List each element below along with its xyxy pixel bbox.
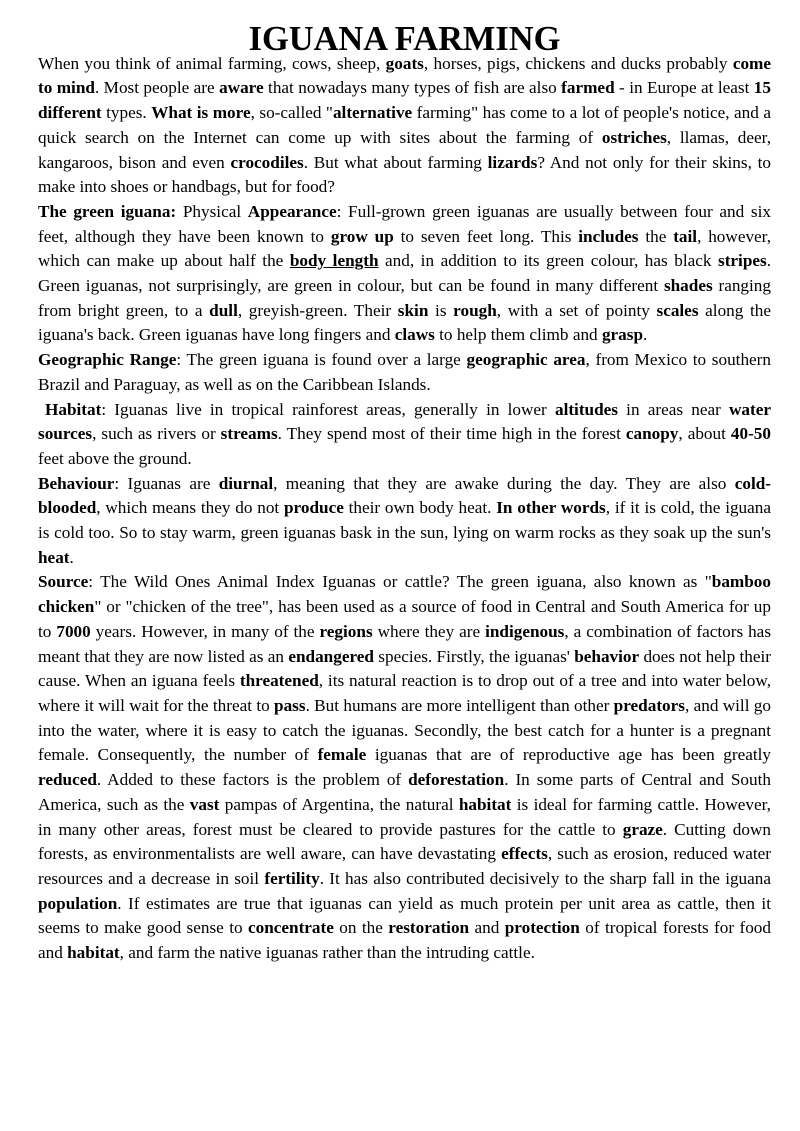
bold-term: streams xyxy=(220,424,278,444)
text-run: ranging from bright green, to a xyxy=(38,276,771,320)
bold-term: come to mind xyxy=(38,53,771,98)
bold-term: graze xyxy=(622,819,663,839)
bold-term: body length xyxy=(289,251,379,271)
bold-term: crocodiles xyxy=(230,152,304,172)
bold-term: fertility xyxy=(264,868,320,888)
bold-term: 15 different xyxy=(38,78,771,123)
text-run: to seven feet long. This xyxy=(393,226,579,246)
text-run: " or "chicken of the tree", has been used as a source of food in Central and South America for up to xyxy=(38,597,771,641)
text-run: years. However, in many of the xyxy=(90,621,320,641)
text-run: , however, which can make up about half the xyxy=(38,226,772,271)
text-run: , meaning that they are awake during the day. They are also xyxy=(273,473,735,493)
text-run: their own body heat. xyxy=(343,498,497,518)
bold-term: pass xyxy=(274,695,306,715)
text-run: . But what about farming xyxy=(303,152,488,172)
text-run: in areas near xyxy=(618,399,729,419)
text-run: , a combination of factors has meant that they are now listed as an xyxy=(38,621,772,666)
text-run: , its natural reaction is to drop out of a tree and into water below, where it will wait for the threat to xyxy=(38,671,771,715)
bold-term: predators xyxy=(613,695,685,715)
bold-term: shades xyxy=(663,276,713,296)
bold-term: habitat xyxy=(67,943,120,963)
bold-term: indigenous xyxy=(485,621,565,641)
bold-term: effects xyxy=(501,844,548,864)
bold-term: water sources xyxy=(38,399,771,444)
text-run: ? And not only for their skins, to make into shoes or handbags, but for food? xyxy=(38,152,771,197)
behaviour-paragraph xyxy=(38,472,771,571)
bold-term: scales xyxy=(656,300,699,320)
bold-term: The green iguana: xyxy=(38,201,177,221)
text-run: is ideal for farming cattle. However, in many other areas, forest must be cleared to provide pastures for the cattle to xyxy=(38,794,771,839)
bold-term: produce xyxy=(283,498,344,518)
text-run: , about xyxy=(678,424,731,444)
text-run: : Full-grown green iguanas are usually between four and six feet, although they have been known to xyxy=(38,201,771,246)
bold-term: population xyxy=(38,893,118,913)
text-run: : The Wild Ones Animal Index Iguanas or cattle? The green iguana, also known as " xyxy=(88,572,712,592)
text-run: and xyxy=(469,918,505,938)
bold-term: behavior xyxy=(574,646,640,666)
bold-term: female xyxy=(317,745,367,765)
bold-term: Habitat xyxy=(45,399,102,419)
text-run: , which means they do not xyxy=(96,498,284,518)
text-run: . Green iguanas, not surprisingly, are green in colour, but can be found in many different xyxy=(38,251,771,296)
text-run: , such as erosion, reduced water resources and a decrease in soil xyxy=(38,844,771,888)
bold-term: tail xyxy=(673,226,698,246)
bold-term: endangered xyxy=(288,646,374,666)
bold-term: rough xyxy=(453,300,497,320)
text-run: iguanas that are of reproductive age has been greatly xyxy=(366,745,771,765)
bold-term: Behaviour xyxy=(38,473,115,493)
text-run: . Most people are xyxy=(94,78,220,98)
bold-term: reduced xyxy=(38,770,97,790)
text-run: on the xyxy=(333,918,389,938)
text-run: , horses, pigs, chickens and ducks probably xyxy=(423,53,733,73)
habitat-paragraph xyxy=(38,398,771,472)
text-run: . They spend most of their time high in the forest xyxy=(277,424,626,444)
bold-term: farmed xyxy=(561,78,615,98)
bold-term: What is more xyxy=(151,103,251,123)
bold-term: dull xyxy=(209,300,238,320)
text-run: : The green iguana is found over a large xyxy=(176,350,467,370)
text-run: , from Mexico to southern Brazil and Paraguay, as well as on the Caribbean Islands. xyxy=(38,350,771,394)
text-run: along the iguana's back. Green iguanas have long fingers and xyxy=(38,300,771,345)
text-run: and, in addition to its green colour, has black xyxy=(378,251,718,271)
document-title: IGUANA FARMING xyxy=(248,20,561,58)
bold-term: grow up xyxy=(330,226,394,246)
text-run: feet above the ground. xyxy=(38,448,192,468)
bold-term: aware xyxy=(219,78,264,98)
bold-term: lizards xyxy=(487,152,538,172)
bold-term: includes xyxy=(578,226,639,246)
bold-term: regions xyxy=(319,621,373,641)
bold-term: Geographic Range xyxy=(38,350,177,370)
bold-term: altitudes xyxy=(554,399,618,419)
text-run: the xyxy=(638,226,674,246)
text-run: , with a set of pointy xyxy=(496,300,657,320)
text-run: , and will go into the water, where it is easy to catch the iguanas. Secondly, the best catch for a hunter is a pregnant female. Consequently, the number of xyxy=(38,695,771,765)
text-run: . In some parts of Central and South America, such as the xyxy=(38,770,771,814)
bold-term: deforestation xyxy=(408,770,505,790)
bold-term: grasp xyxy=(601,325,644,345)
source-paragraph xyxy=(38,570,771,965)
text-run: . It has also contributed decisively to the sharp fall in the iguana xyxy=(319,868,772,888)
bold-term: alternative xyxy=(332,103,413,123)
bold-term: vast xyxy=(189,794,220,814)
text-run: , greyish-green. Their xyxy=(237,300,398,320)
document-body xyxy=(38,52,771,966)
bold-term: heat xyxy=(38,547,70,567)
text-run: to help them climb and xyxy=(434,325,602,345)
bold-term: diurnal xyxy=(218,473,274,493)
text-run: . But humans are more intelligent than other xyxy=(305,695,614,715)
text-run: species. Firstly, the iguanas' xyxy=(373,646,575,666)
text-run: - in Europe at least xyxy=(614,78,754,98)
geographic-range-paragraph xyxy=(38,348,771,397)
bold-term: cold-blooded xyxy=(38,473,771,518)
bold-term: Source xyxy=(38,572,89,592)
bold-term: geographic area xyxy=(466,350,586,370)
bold-term: protection xyxy=(504,918,580,938)
bold-term: goats xyxy=(385,53,424,73)
text-run: is xyxy=(428,300,454,320)
bold-term: 7000 xyxy=(56,621,91,641)
text-run: of tropical forests for food and xyxy=(38,918,771,963)
text-run: , such as rivers or xyxy=(92,424,221,444)
text-run: , so-called " xyxy=(250,103,333,123)
bold-term: 40-50 xyxy=(730,424,771,444)
text-run: types. xyxy=(101,103,152,123)
text-run: farming" has come to a lot of people's notice, and a quick search on the Internet can come up with sites about the farming of xyxy=(38,103,771,147)
bold-term: Appearance xyxy=(247,201,337,221)
text-run: . If estimates are true that iguanas can yield as much protein per unit area as cattle, then it seems to make good sense to xyxy=(38,893,771,938)
text-run: . Added to these factors is the problem of xyxy=(96,770,409,790)
text-run: does not help their cause. When an iguana feels xyxy=(38,646,771,691)
bold-term: habitat xyxy=(458,794,512,814)
text-run: , if it is cold, the iguana is cold too. So to stay warm, green iguanas bask in the sun, lying on warm rocks as they soak up the sun's xyxy=(38,498,772,543)
text-run: pampas of Argentina, the natural xyxy=(219,794,459,814)
intro-paragraph xyxy=(38,52,771,200)
bold-term: threatened xyxy=(239,671,319,691)
text-run: . Cutting down forests, as environmentalists are well aware, can have devastating xyxy=(38,819,771,864)
bold-term: bamboo chicken xyxy=(38,572,771,617)
green-iguana-paragraph xyxy=(38,200,771,348)
text-run: : Iguanas are xyxy=(114,473,219,493)
text-run: . xyxy=(69,547,74,567)
text-run: . xyxy=(643,325,648,345)
bold-term: restoration xyxy=(388,918,470,938)
bold-term: stripes xyxy=(718,251,767,271)
text-run: , llamas, deer, kangaroos, bison and even xyxy=(38,127,771,172)
text-run: : Iguanas live in tropical rainforest areas, generally in lower xyxy=(101,399,555,419)
bold-term: ostriches xyxy=(601,127,667,147)
bold-term: concentrate xyxy=(247,918,334,938)
text-run: When you think of animal farming, cows, sheep, xyxy=(38,53,386,73)
text-run: where they are xyxy=(372,621,486,641)
bold-term: skin xyxy=(397,300,429,320)
bold-term: claws xyxy=(394,325,435,345)
text-run: that nowadays many types of fish are also xyxy=(263,78,562,98)
text-run: Physical xyxy=(176,201,248,221)
bold-term: In other words xyxy=(496,498,606,518)
text-run: , and farm the native iguanas rather than the intruding cattle. xyxy=(119,943,535,963)
bold-term: canopy xyxy=(625,424,679,444)
